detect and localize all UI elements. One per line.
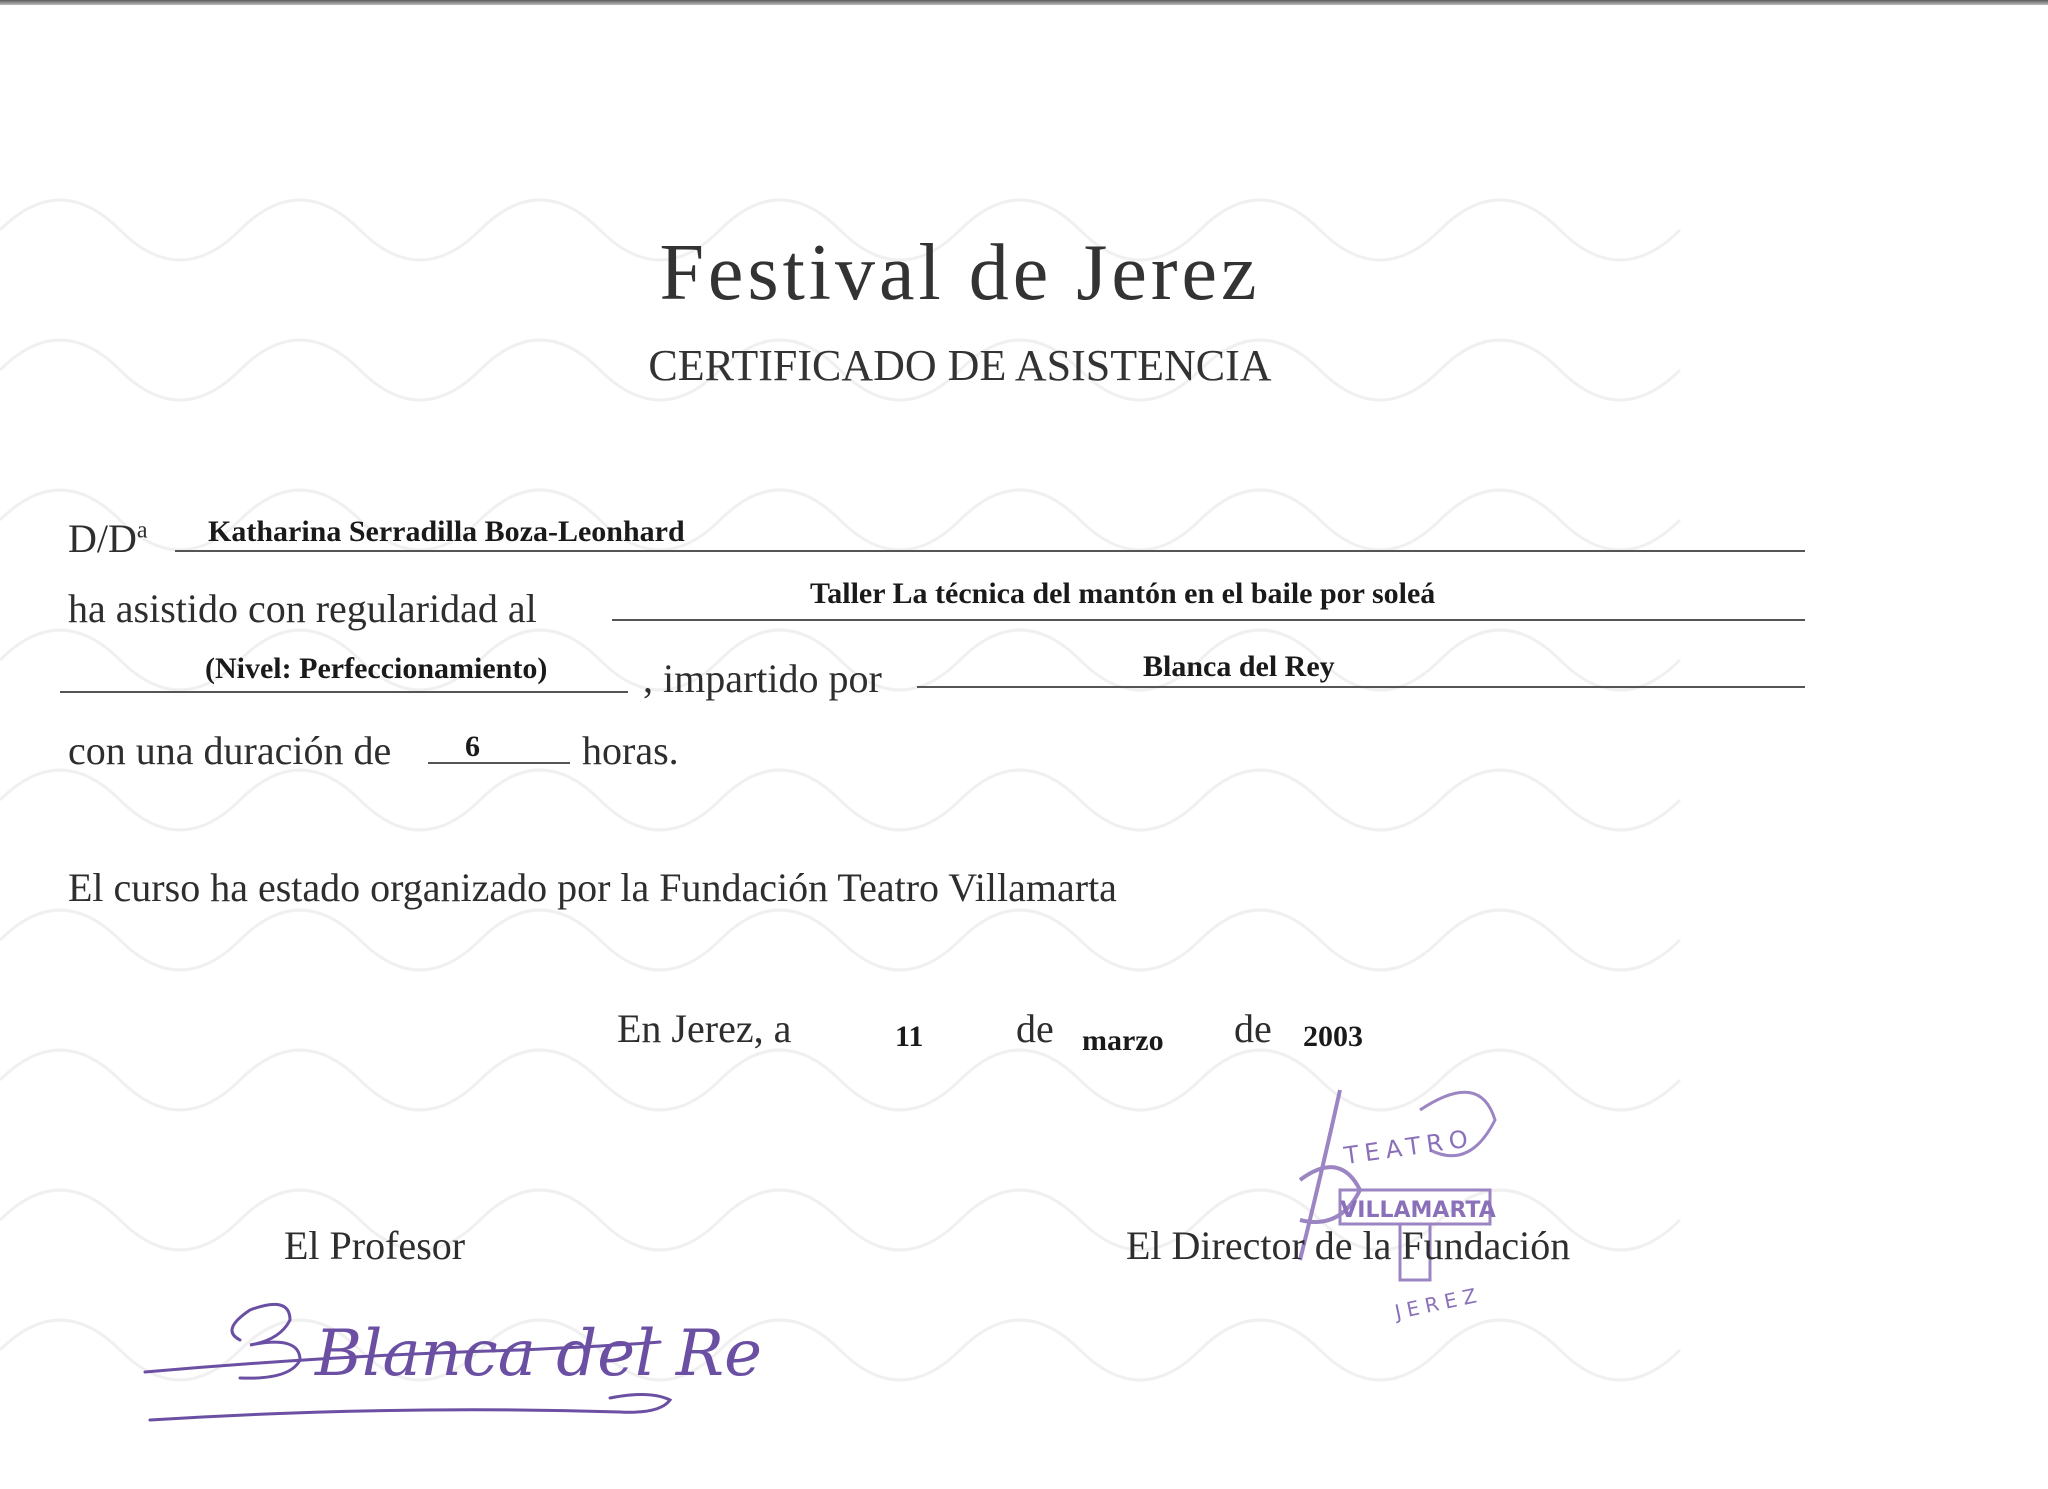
duration-line [428,762,570,764]
date-prefix: En Jerez, a [617,1006,792,1051]
professor-signature-text: Blanca del Re [315,1317,762,1391]
date-de-2: de [1234,1006,1272,1051]
stamp-text-bottom: JEREZ [1392,1282,1485,1325]
date-day: 11 [895,1020,924,1053]
name-label: $D/D^a$ [68,516,148,561]
date-de-1: de [1016,1006,1054,1051]
professor-signature [140,1280,762,1440]
duration-value: 6 [465,730,480,763]
date-year: 2003 [1303,1020,1363,1053]
foundation-stamp [1280,1060,1540,1330]
teacher-line [917,686,1805,688]
level-value: (Nivel: Perfeccionamiento) [205,652,548,685]
date-month: marzo [1082,1024,1164,1057]
level-line [60,691,628,693]
taught-by-label: , impartido por [643,656,882,701]
certificate-title: Festival de Jerez [659,229,1261,317]
organizer-text: El curso ha estado organizado por la Fundación Teatro Villamarta [68,865,1117,910]
name-line [175,550,1805,552]
course-line [612,619,1805,621]
stamp-text-top: TEATRO [1342,1124,1476,1171]
professor-label: El Profesor [284,1223,466,1268]
hours-label: horas. [582,728,679,773]
duration-label: con una duración de [68,728,392,773]
scan-top-edge [0,0,2048,5]
director-label: El Director de la Fundación [1126,1223,1571,1268]
stamp-text-middle: VILLAMARTA [1340,1198,1496,1223]
teacher-value: Blanca del Rey [1143,650,1335,683]
attended-label: ha asistido con regularidad al [68,586,537,631]
certificate-subtitle: CERTIFICADO DE ASISTENCIA [648,341,1272,390]
course-value: Taller La técnica del mantón en el baile por soleá [810,577,1436,610]
name-value: Katharina Serradilla Boza-Leonhard [208,515,685,548]
